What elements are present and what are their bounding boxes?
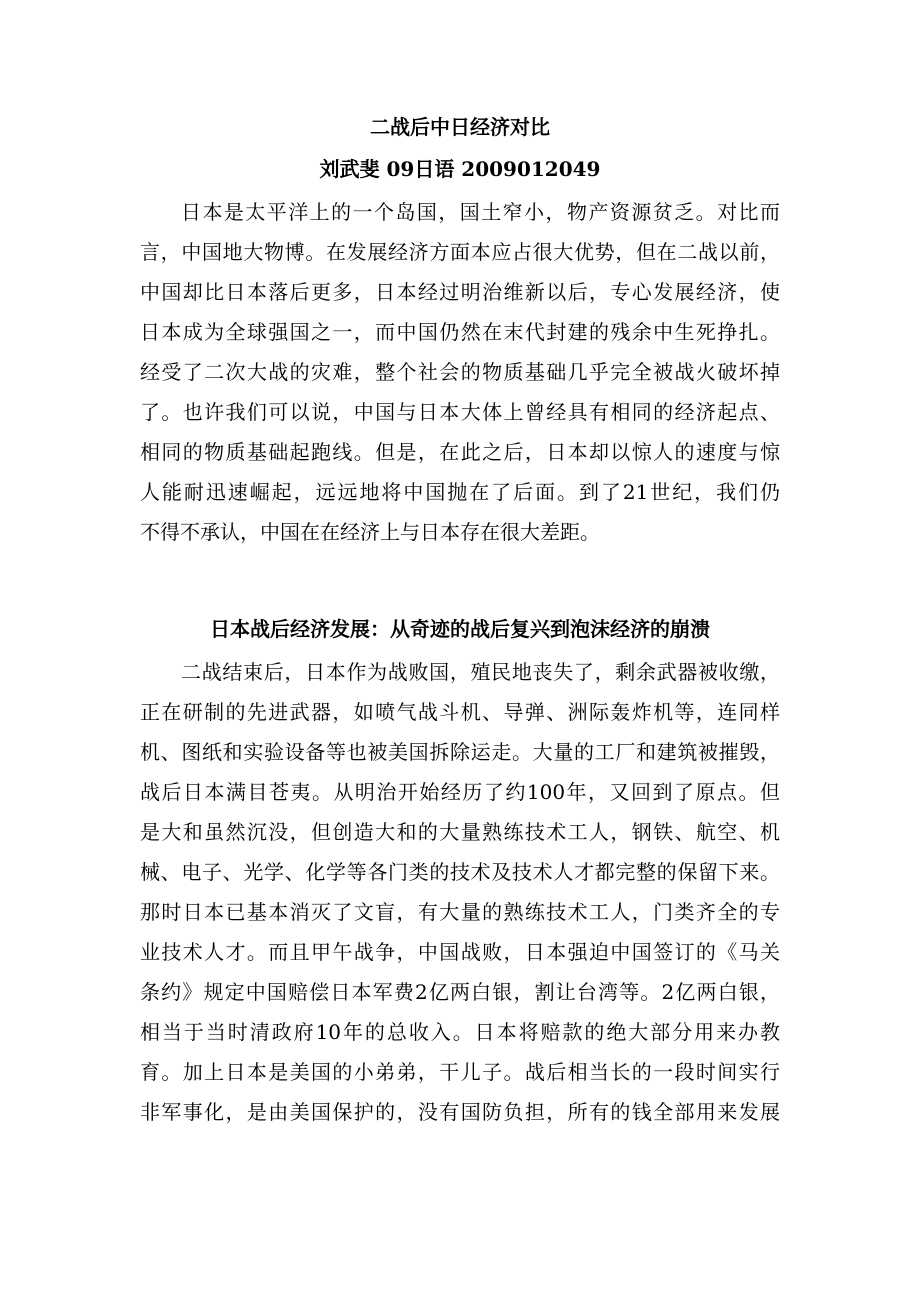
section-line: 正在研制的先进武器，如喷气战斗机、导弹、洲际轰炸机等，连同样 <box>140 700 780 724</box>
section-line: 战后日本满目苍夷。从明治开始经历了约100年，又回到了原点。但 <box>140 780 780 804</box>
section-line: 业技术人才。而且甲午战争，中国战败，日本强迫中国签订的《马关 <box>140 940 780 964</box>
intro-line: 言，中国地大物博。在发展经济方面本应占很大优势，但在二战以前， <box>140 240 780 264</box>
intro-line: 人能耐迅速崛起，远远地将中国抛在了后面。到了21世纪，我们仍 <box>140 480 780 504</box>
intro-line: 了。也许我们可以说，中国与日本大体上曾经具有相同的经济起点、 <box>140 400 780 424</box>
section-line: 机、图纸和实验设备等也被美国拆除运走。大量的工厂和建筑被摧毁， <box>140 740 780 764</box>
section-line: 相当于当时清政府10年的总收入。日本将赔款的绝大部分用来办教 <box>140 1020 780 1044</box>
section-line: 二战结束后，日本作为战败国，殖民地丧失了，剩余武器被收缴， <box>181 660 780 684</box>
section-line: 非军事化，是由美国保护的，没有国防负担，所有的钱全部用来发展 <box>140 1100 780 1124</box>
intro-line: 相同的物质基础起跑线。但是，在此之后，日本却以惊人的速度与惊 <box>140 440 780 464</box>
intro-line: 中国却比日本落后更多，日本经过明治维新以后，专心发展经济，使 <box>140 280 780 304</box>
intro-line: 日本是太平洋上的一个岛国，国土窄小，物产资源贫乏。对比而 <box>181 200 780 224</box>
section-line: 是大和虽然沉没，但创造大和的大量熟练技术工人，钢铁、航空、机 <box>140 820 780 844</box>
intro-line: 经受了二次大战的灾难，整个社会的物质基础几乎完全被战火破坏掉 <box>140 360 780 384</box>
intro-line: 日本成为全球强国之一，而中国仍然在末代封建的残余中生死挣扎。 <box>140 320 780 344</box>
intro-line: 不得不承认，中国在在经济上与日本存在很大差距。 <box>140 520 600 544</box>
section-line: 育。加上日本是美国的小弟弟，干儿子。战后相当长的一段时间实行 <box>140 1060 780 1084</box>
section-heading: 日本战后经济发展：从奇迹的战后复兴到泡沫经济的崩溃 <box>210 617 710 641</box>
section-line: 那时日本已基本消灭了文盲，有大量的熟练技术工人，门类齐全的专 <box>140 900 780 924</box>
section-line: 条约》规定中国赔偿日本军费2亿两白银，割让台湾等。2亿两白银， <box>140 980 780 1004</box>
section-line: 械、电子、光学、化学等各门类的技术及技术人才都完整的保留下来。 <box>140 860 780 884</box>
author-line: 刘武斐 09日语 2009012049 <box>319 157 601 181</box>
document-title: 二战后中日经济对比 <box>370 115 550 139</box>
